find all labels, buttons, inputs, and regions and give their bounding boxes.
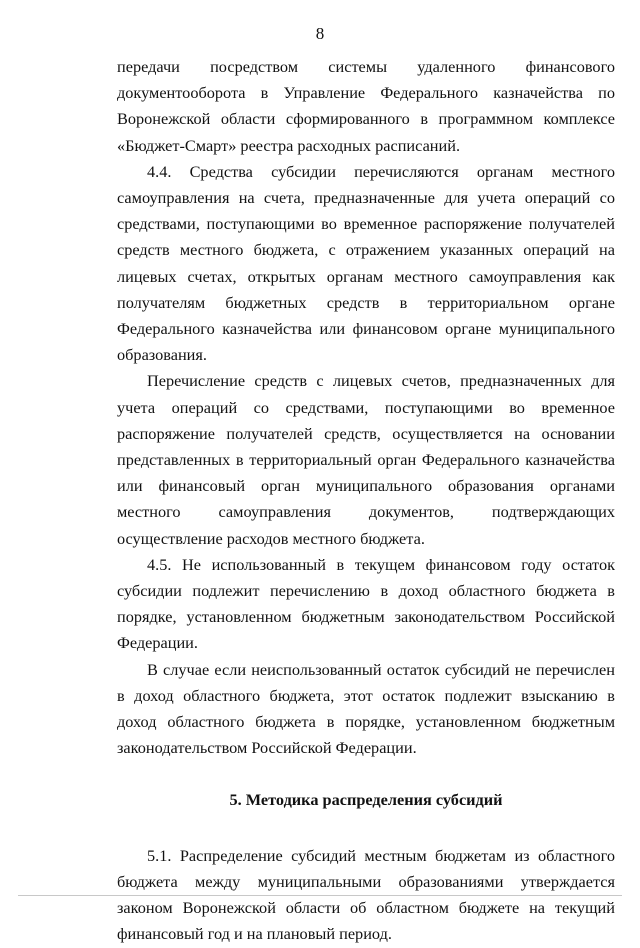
- page-bottom-rule: [18, 895, 622, 896]
- document-body: [117, 54, 615, 948]
- paragraph-unused-balance: В случае если неиспользованный остаток субсидий не перечислен в доход областного бюджета, этот остаток подлежит взысканию в доход областного бюджета в порядке, установленном бюджетным законодательством Российской Федерации.: [117, 659, 615, 758]
- paragraph-5-1: 5.1. Распределение субсидий местным бюджетам из областного бюджета между муниципальными образованиями утверждается законом Воронежской области об областном бюджете на текущий финансовый год и на плановый период.: [117, 845, 615, 944]
- paragraph-4-4: 4.4. Средства субсидии перечисляются органам местного самоуправления на счета, предназначенные для учета операций со средствами, поступающими во временное распоряжение получателей средств местного бюджета, с отражением указанных операций на лицевых счетах, открытых органам местного самоуправления как получателям бюджетных средств в территориальном органе Федерального казначейства или финансовом органе муниципального образования.: [117, 161, 615, 365]
- paragraph-continuation: передачи посредством системы удаленного финансового документооборота в Управление Федерального казначейства по Воронежской области сформированного в программном комплексе «Бюджет-Смарт» реестра расходных расписаний.: [117, 57, 615, 155]
- section-5-heading: 5. Методика распределения субсидий: [229, 790, 503, 810]
- page-number: 8: [315, 24, 325, 43]
- paragraph-transfer-from-accounts: Перечисление средств с лицевых счетов, предназначенных для учета операций со средствами, поступающими во временное распоряжение получателей средств, осуществляется на основании представленных в территориальный орган Федерального казначейства или финансовый орган муниципального образования органами местного самоуправления документов, подтверждающих осуществление расходов местного бюджета.: [117, 371, 615, 548]
- paragraph-4-5: 4.5. Не использованный в текущем финансовом году остаток субсидии подлежит перечислению в доход областного бюджета в порядке, установленном бюджетным законодательством Российской Федерации.: [117, 554, 615, 653]
